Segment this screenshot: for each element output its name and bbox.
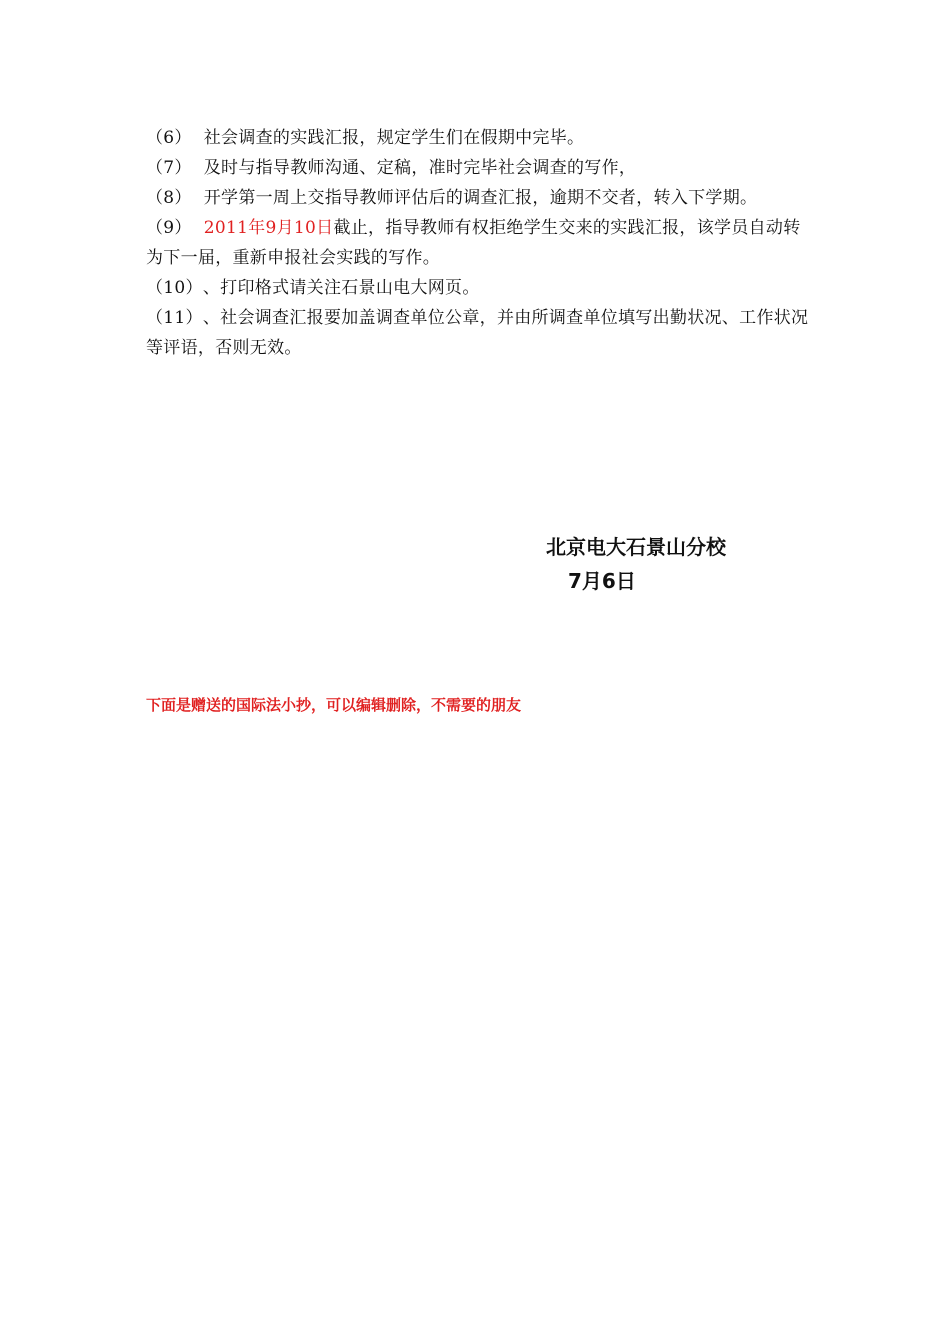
list-item — [146, 303, 816, 363]
item-text: 社会调查的实践汇报，规定学生们在假期中完毕。 — [203, 128, 585, 148]
list-item — [146, 213, 816, 273]
list-item — [146, 153, 816, 183]
list-item — [146, 123, 816, 153]
item-number: （10） — [146, 278, 203, 298]
signature-date: 7月6日 — [568, 569, 636, 593]
item-number: （6） — [146, 128, 192, 148]
item-text: 及时与指导教师沟通、定稿，准时完毕社会调查的写作， — [203, 158, 637, 178]
list-item — [146, 183, 816, 213]
item-text: 截止，指导教师有权拒绝学生交来的实践汇报，该学员自动转为下一届，重新申报社会实践的写作。 — [146, 218, 801, 268]
item-number: （7） — [146, 158, 192, 178]
requirements-list — [146, 123, 816, 363]
item-text: 开学第一周上交指导教师评估后的调查汇报，逾期不交者，转入下学期。 — [203, 188, 758, 208]
signature-block — [546, 531, 726, 597]
item-text: 、打印格式请关注石景山电大网页。 — [202, 278, 480, 298]
bonus-note: 下面是赠送的国际法小抄，可以编辑删除，不需要的朋友 — [146, 696, 522, 714]
signature-organization: 北京电大石景山分校 — [546, 535, 726, 559]
list-item — [146, 273, 816, 303]
item-text: 、社会调查汇报要加盖调查单位公章，并由所调查单位填写出勤状况、工作状况等评语，否则无效。 — [146, 308, 809, 358]
item-number: （11） — [146, 308, 203, 328]
item-number: （8） — [146, 188, 192, 208]
deadline-date: 2011年9月10日 — [203, 218, 334, 238]
item-number: （9） — [146, 218, 192, 238]
